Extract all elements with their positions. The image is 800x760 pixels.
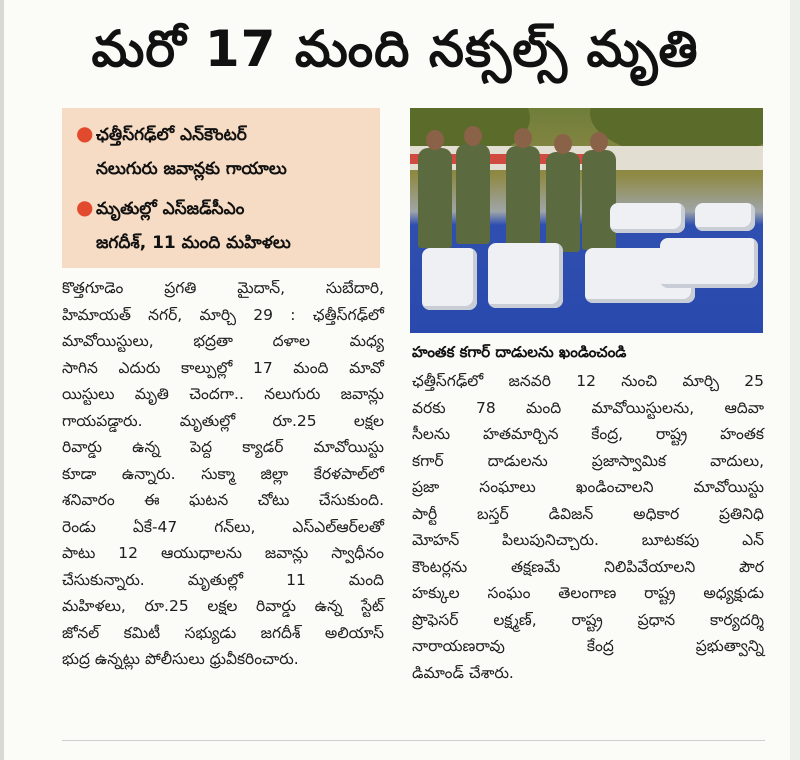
highlight-line: జగదీశ్, 11 మంది మహిళలు — [96, 233, 291, 253]
page-edge-left — [0, 0, 4, 760]
highlight-item — [76, 118, 370, 186]
highlights-box — [62, 108, 380, 268]
highlight-item — [76, 192, 370, 260]
photo-bag — [422, 248, 477, 310]
page-edge-right — [790, 0, 800, 760]
article-line: నారాయణరావు కేంద్ర ప్రభుత్వాన్ని — [412, 637, 764, 655]
photo-bag — [488, 243, 563, 308]
article-line: శనివారం ఈ ఘటన చోటు చేసుకుంది. — [62, 491, 384, 509]
photo-bag — [610, 203, 685, 233]
photo-soldier — [506, 146, 540, 246]
article-line: ప్రొఫెసర్ లక్ష్మణ్, రాష్ట్ర ప్రధాన కార్యదర్శి — [412, 610, 764, 629]
article-line: కౌంటర్లను తక్షణమే నిలిపివేయాలని పౌర — [412, 557, 764, 576]
article-line: పాటు 12 ఆయుధాలను జవాన్లు స్వాధీనం — [62, 544, 384, 562]
article-line: భుద్ర ఉన్నట్లు పోలీసులు ధ్రువీకరించారు. — [62, 650, 299, 668]
article-line: హక్కుల సంఘం తెలంగాణ రాష్ట్ర అధ్యక్షుడు — [412, 584, 764, 602]
highlight-line: ఛత్తీస్‌గఢ్‌లో ఎన్‌కౌంటర్ — [96, 125, 247, 145]
article-line: డిమాండ్ చేశారు. — [412, 663, 514, 682]
article-line: ఛత్తీస్‌గఢ్‌లో జనవరి 12 నుంచి మార్చి 25 — [412, 372, 764, 390]
article-line: రెండు ఏకే-47 గన్‌లు, ఎస్‌ఎల్‌ఆర్‌లతో — [62, 517, 384, 536]
photo-soldier — [456, 144, 490, 244]
article-line: యిస్టులు మృతి చెందగా.. నలుగురు జవాన్లు — [62, 385, 384, 403]
photo-soldier — [582, 150, 616, 250]
article-line: ప్రజా సంఘాలు ఖండించాలని మావోయిస్టు — [412, 478, 764, 496]
article-line: పార్టీ బస్తర్ డివిజన్ అధికార ప్రతినిధి — [412, 504, 764, 523]
article-line: సాగిన ఎదురు కాల్పుల్లో 17 మంది మావో — [62, 358, 384, 377]
article-line: మహిళలు, రూ.25 లక్షల రివార్డు ఉన్న స్టేట్ — [62, 597, 384, 615]
highlight-line: మృతుల్లో ఎస్‌జడ్‌సీఎం — [96, 199, 245, 219]
article-line: సీలను హతమార్చిన కేంద్ర, రాష్ట్ర హంతక — [412, 425, 764, 443]
bottom-divider — [62, 740, 765, 741]
article-line: హిమాయత్ నగర్, మార్చి 29 : ఛత్తీస్‌గఢ్‌లో — [62, 305, 384, 324]
article-line: గాయపడ్డారు. మృతుల్లో రూ.25 లక్షల — [62, 411, 384, 430]
headline: మరో 17 మంది నక్సల్స్ మృతి — [91, 20, 699, 78]
photo-soldier — [418, 148, 452, 248]
photo-bag — [660, 238, 758, 288]
right-article — [412, 368, 764, 686]
article-line: చేసుకున్నారు. మృతుల్లో 11 మంది — [62, 570, 384, 589]
highlight-line: నలుగురు జవాన్లకు గాయాలు — [96, 159, 287, 179]
article-line: వరకు 78 మంది మావోయిస్టులను, ఆదివా — [412, 398, 764, 417]
photo-caption: హంతక కగార్ దాడులను ఖండించండి — [412, 343, 627, 361]
photo-bag — [695, 203, 755, 231]
article-line: మావోయిస్టులు, భద్రతా దళాల మధ్య — [62, 332, 384, 350]
bullet-icon: ● — [76, 195, 94, 219]
bullet-icon: ● — [76, 121, 94, 145]
news-photo — [410, 108, 763, 333]
article-line: కూడా ఉన్నారు. సుక్మా జిల్లా కేరళపాల్‌లో — [62, 464, 384, 483]
article-line: రివార్డు ఉన్న పెద్ద క్యాడర్ మావోయిస్టు — [62, 438, 384, 456]
left-article — [62, 275, 384, 673]
article-line: మోహన్ పిలుపునిచ్చారు. బూటకపు ఎన్ — [412, 531, 764, 549]
article-line: కగార్ దాడులను ప్రజాస్వామిక వాదులు, — [412, 451, 764, 470]
article-line: కొత్తగూడెం ప్రగతి మైదాన్, సుబేదారి, — [62, 279, 384, 297]
photo-soldier — [546, 152, 580, 252]
article-line: జోనల్ కమిటీ సభ్యుడు జగదీశ్ అలియాస్ — [62, 623, 384, 642]
